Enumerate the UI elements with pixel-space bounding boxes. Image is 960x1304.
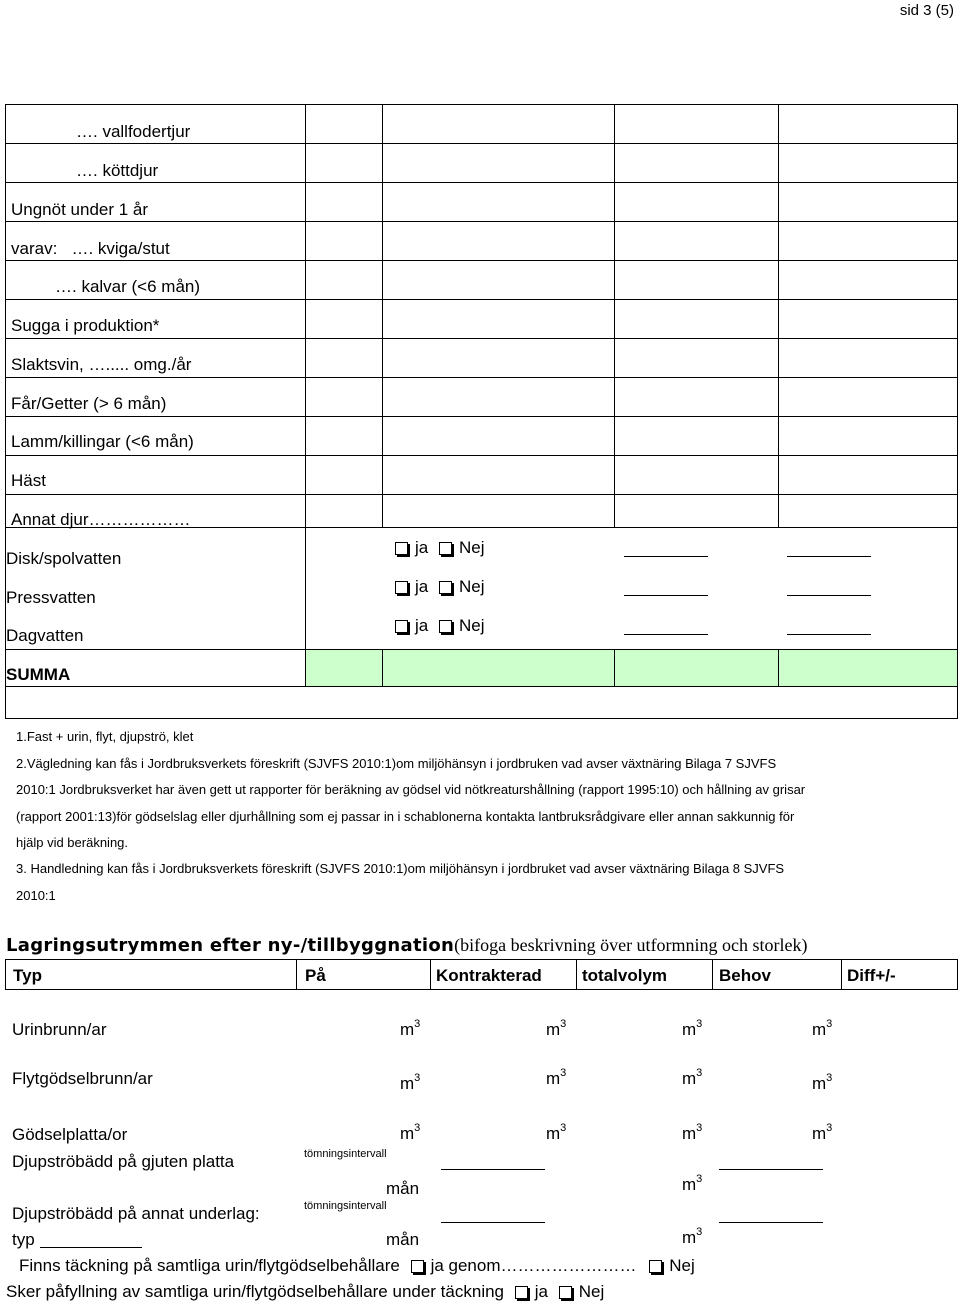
- row-djupstro-annat: Djupströbädd på annat underlag:: [12, 1204, 260, 1223]
- storage-title: [6, 935, 808, 956]
- question-tackning: Finns täckning på samtliga urin/flytgödselbehållare ja genom…………………… Nej: [19, 1256, 695, 1275]
- volume-blank-1[interactable]: [719, 1169, 823, 1170]
- checkbox-ja-press[interactable]: [395, 581, 408, 594]
- header-kontrakterad: Kontrakterad: [436, 966, 542, 985]
- footnote-3-line-2: 2010:1: [16, 888, 56, 903]
- platta-unit-3: $m^3$: [682, 1122, 703, 1143]
- row-dagvatten: Dagvatten: [6, 626, 84, 645]
- urinbrunn-unit-1: $m^3$: [400, 1018, 421, 1039]
- blank-dag-2[interactable]: [787, 634, 871, 635]
- urinbrunn-unit-3: $m^3$: [682, 1018, 703, 1039]
- urinbrunn-unit-2: $m^3$: [546, 1018, 567, 1039]
- summa-cell-4[interactable]: [779, 649, 957, 686]
- interval-label-1: tömningsintervall: [304, 1148, 387, 1160]
- footnote-2-line-2: 2010:1 Jordbruksverket har även gett ut rapporter för beräkning av gödsel vid nötkreaturshållning (rapport 1995:10) och hållning av grisar: [16, 782, 806, 797]
- blank-press-1[interactable]: [624, 595, 708, 596]
- interval-label-2: tömningsintervall: [304, 1200, 387, 1212]
- blank-disk-2[interactable]: [787, 556, 871, 557]
- row-summa: SUMMA: [6, 665, 71, 684]
- gjuten-unit: $m^3$: [682, 1173, 703, 1194]
- row-pressvatten: Pressvatten: [6, 588, 96, 607]
- checkbox-nej-dag[interactable]: [439, 620, 452, 633]
- summa-cell-1[interactable]: [306, 649, 382, 686]
- row-lamm-killingar: Lamm/killingar (<6 mån): [11, 432, 194, 451]
- checkbox-q2-nej[interactable]: [559, 1286, 572, 1299]
- blank-press-2[interactable]: [787, 595, 871, 596]
- summa-cell-3[interactable]: [615, 649, 778, 686]
- row-slaktsvin: Slaktsvin, …..... omg./år: [11, 355, 192, 374]
- interval-blank-1[interactable]: [441, 1169, 545, 1170]
- platta-unit-4: $m^3$: [812, 1122, 833, 1143]
- row-flytgodselbrunn: Flytgödselbrunn/ar: [12, 1069, 153, 1088]
- row-sugga: Sugga i produktion*: [11, 316, 160, 335]
- flyt-unit-2: $m^3$: [546, 1067, 567, 1088]
- header-diff: Diff+/-: [847, 966, 896, 985]
- urinbrunn-unit-4: $m^3$: [812, 1018, 833, 1039]
- footnote-3-line-1: 3. Handledning kan fås i Jordbruksverkets föreskrift (SJVFS 2010:1)om miljöhänsyn i jordbruket vad avser växtnäring Bilaga 8 SJVFS: [16, 861, 785, 876]
- row-djupstro-gjuten: Djupströbädd på gjuten platta: [12, 1152, 235, 1171]
- header-pa: På: [305, 966, 326, 985]
- checkbox-q1-ja[interactable]: [411, 1260, 424, 1273]
- footnote-2-line-1: 2.Vägledning kan fås i Jordbruksverkets föreskrift (SJVFS 2010:1)om miljöhänsyn i jordbruken vad avser växtnäring Bilaga 7 SJVFS: [16, 756, 777, 771]
- row-far-getter: Får/Getter (> 6 mån): [11, 394, 167, 413]
- row-urinbrunn: Urinbrunn/ar: [12, 1020, 107, 1039]
- interval-blank-2[interactable]: [441, 1222, 545, 1223]
- header-behov: Behov: [719, 966, 771, 985]
- checkbox-nej-disk[interactable]: [439, 542, 452, 555]
- header-totalvolym: totalvolym: [582, 966, 668, 985]
- summa-cell-2[interactable]: [383, 649, 614, 686]
- checkbox-nej-press[interactable]: [439, 581, 452, 594]
- checkbox-ja-disk[interactable]: [395, 542, 408, 555]
- row-kottdjur: …. köttdjur: [76, 161, 159, 180]
- blank-disk-1[interactable]: [624, 556, 708, 557]
- checkbox-q2-ja[interactable]: [515, 1286, 528, 1299]
- question-pafyllning: Sker påfyllning av samtliga urin/flytgödselbehållare under täckning ja Nej: [6, 1282, 605, 1301]
- month-label-2: mån: [386, 1230, 420, 1249]
- flyt-unit-3: $m^3$: [682, 1067, 703, 1088]
- typ-label: typ: [12, 1230, 35, 1249]
- checkbox-ja-dag[interactable]: [395, 620, 408, 633]
- flyt-unit-4: $m^3$: [812, 1072, 833, 1093]
- platta-unit-2: $m^3$: [546, 1122, 567, 1143]
- blank-dag-1[interactable]: [624, 634, 708, 635]
- row-kviga-stut: varav: …. kviga/stut: [11, 239, 170, 258]
- footnote-2-line-3: (rapport 2001:13)för gödselslag eller djurhållning som ej passar in i schablonerna kontakta lantbruksrådgivare eller annan sakkunnig för: [16, 809, 795, 824]
- row-vallfodertjur: …. vallfodertjur: [76, 122, 191, 141]
- row-ungnot: Ungnöt under 1 år: [11, 200, 149, 219]
- footnote-2-line-4: hjälp vid beräkning.: [16, 835, 129, 850]
- storage-title-rest: (bifoga beskrivning över utformning och storlek): [454, 935, 808, 955]
- storage-title-bold: Lagringsutrymmen efter ny-/tillbyggnation: [6, 935, 455, 956]
- choice-dag[interactable]: ja Nej: [395, 616, 484, 636]
- row-hast: Häst: [11, 471, 46, 490]
- header-typ: Typ: [13, 966, 42, 985]
- row-godselplatta: Gödselplatta/or: [12, 1125, 128, 1144]
- row-kalvar: …. kalvar (<6 mån): [55, 277, 201, 296]
- volume-blank-2[interactable]: [719, 1222, 823, 1223]
- choice-disk[interactable]: ja Nej: [395, 538, 484, 558]
- typ-blank[interactable]: [40, 1247, 142, 1248]
- month-label-1: mån: [386, 1179, 420, 1198]
- platta-unit-1: $m^3$: [400, 1122, 421, 1143]
- choice-press[interactable]: ja Nej: [395, 577, 484, 597]
- row-disk-spolvatten: Disk/spolvatten: [6, 549, 122, 568]
- page-number: sid 3 (5): [899, 2, 954, 19]
- annat-unit: $m^3$: [682, 1226, 703, 1247]
- flyt-unit-1: $m^3$: [400, 1072, 421, 1093]
- checkbox-q1-nej[interactable]: [649, 1260, 662, 1273]
- row-annat-djur: Annat djur………………: [11, 510, 191, 529]
- footnote-1: 1.Fast + urin, flyt, djupströ, klet: [16, 729, 194, 744]
